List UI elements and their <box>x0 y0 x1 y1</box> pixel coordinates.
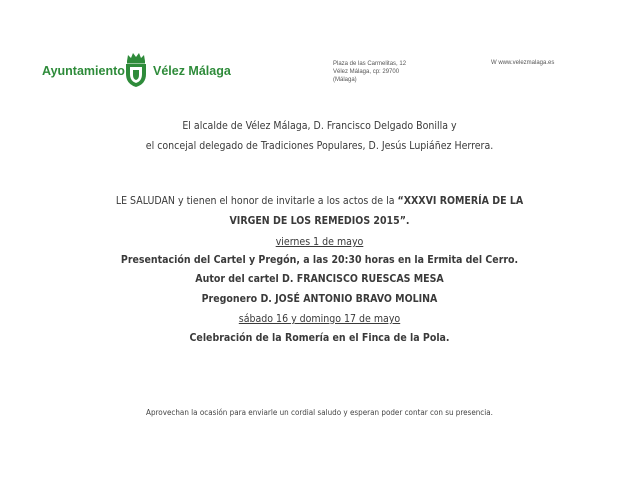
address-line: Vélez Málaga, cp: 29700 <box>333 69 400 75</box>
address-line: (Málaga) <box>333 77 357 83</box>
address-block <box>333 60 406 84</box>
invitation-line-1 <box>0 194 639 208</box>
event-title-part-2: VIRGEN DE LOS REMEDIOS 2015”. <box>229 215 410 227</box>
poster-author: Autor del cartel D. FRANCISCO RUESCAS MESA <box>195 273 444 285</box>
event-title-part-1: “XXXVI ROMERÍA DE LA <box>397 195 524 207</box>
letterhead <box>40 52 600 92</box>
logo-text-velez-malaga: Vélez Málaga <box>153 64 231 78</box>
closing-text: Aprovechan la ocasión para enviarle un cordial saludo y esperan poder contar con su presencia. <box>146 408 493 417</box>
herald: Pregonero D. JOSÉ ANTONIO BRAVO MOLINA <box>201 293 438 305</box>
address-line: Plaza de las Carmelitas, 12 <box>333 61 407 67</box>
website-text: W www.velezmalaga.es <box>491 60 555 66</box>
logo-text-ayuntamiento: Ayuntamiento <box>42 64 125 78</box>
coat-of-arms-icon <box>123 52 149 88</box>
event-presentation: Presentación del Cartel y Pregón, a las 20:30 horas en la Ermita del Cerro. <box>120 254 519 266</box>
date-weekend: sábado 16 y domingo 17 de mayo <box>238 313 401 325</box>
salutation-line-1: El alcalde de Vélez Málaga, D. Francisco Delgado Bonilla y <box>182 120 457 132</box>
salutation-line-2: el concejal delegado de Tradiciones Populares, D. Jesús Lupiáñez Herrera. <box>145 140 494 152</box>
event-romeria: Celebración de la Romería en el Finca de la Pola. <box>189 332 450 344</box>
date-friday: viernes 1 de mayo <box>275 236 364 248</box>
invitation-text: LE SALUDAN y tienen el honor de invitarle a los actos de la <box>115 195 395 207</box>
